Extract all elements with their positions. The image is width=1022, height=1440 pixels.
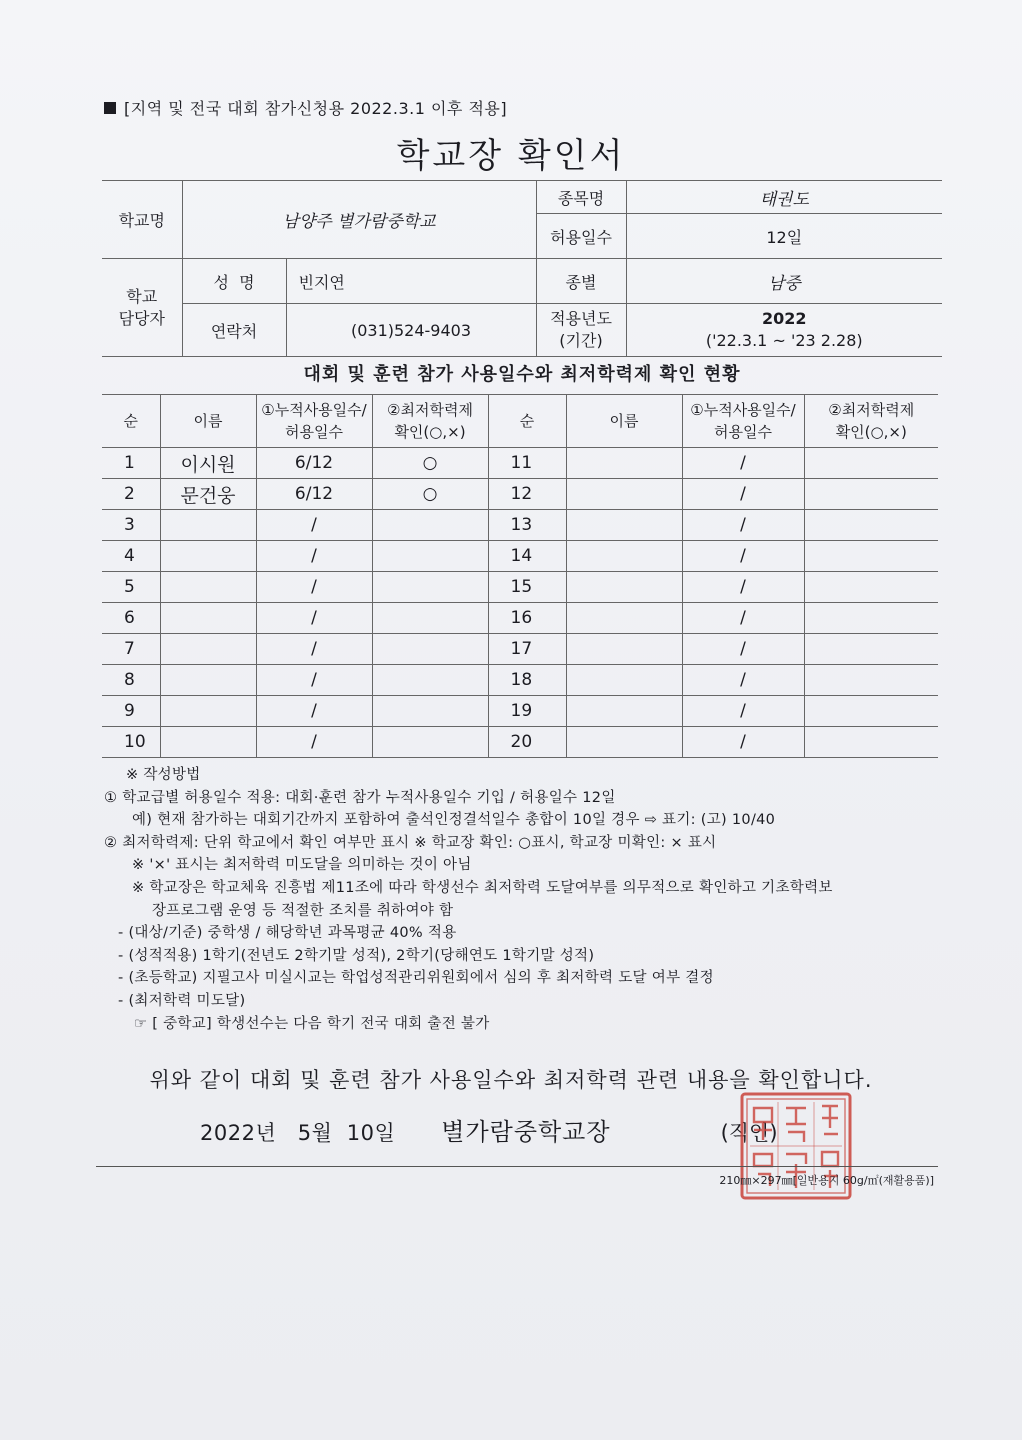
cell-name [160, 510, 256, 541]
allowed-days-label: 허용일수 [536, 214, 626, 259]
cell-check [372, 727, 488, 758]
cell-name [160, 572, 256, 603]
cell-no: 4 [102, 541, 160, 572]
cell-check: ○ [372, 479, 488, 510]
instruction-line: ※ 학교장은 학교체육 진흥법 제11조에 따라 학생선수 최저학력 도달여부를 의무적으로 확인하고 기초학력보 [132, 879, 833, 896]
instruction-line: - (초등학교) 지필고사 미실시교는 학업성적관리위원회에서 심의 후 최저학력 도달 여부 결정 [118, 970, 714, 987]
table-row [102, 541, 938, 572]
header-days-line1: ①누적사용일수/ [690, 401, 796, 419]
instruction-line: ☞ [ 중학교] 학생선수는 다음 학기 전국 대회 출전 불가 [134, 1015, 490, 1032]
paper-spec: 210㎜×297㎜[일반용지 60g/㎡(재활용품)] [719, 1174, 934, 1187]
allowed-days-value: 12일 [626, 214, 942, 259]
cell-no: 11 [488, 448, 566, 479]
cell-days: / [682, 696, 804, 727]
seal-label: (직인) [720, 1121, 778, 1145]
header-note-text: [지역 및 전국 대회 참가신청용 2022.3.1 이후 적용] [124, 99, 508, 118]
header-note [104, 96, 507, 119]
manager-label [102, 259, 182, 357]
bottom-rule [96, 1166, 938, 1167]
table-row [102, 634, 938, 665]
confirmation-statement: 위와 같이 대회 및 훈련 참가 사용일수와 최저학력 관련 내용을 확인합니다. [149, 1068, 873, 1092]
instruction-line: - (대상/기준) 중학생 / 해당학년 과목평균 40% 적용 [118, 925, 457, 942]
header-name-left: 이름 [160, 395, 256, 448]
year-label-line1: 적용년도 [550, 309, 612, 328]
instruction-line: ② 최저학력제: 단위 학교에서 확인 여부만 표시 ※ 학교장 확인: ○표시, 학교장 미확인: × 표시 [104, 834, 717, 851]
cell-name [566, 603, 682, 634]
event-value: 태권도 [626, 181, 942, 214]
table-row [102, 510, 938, 541]
school-value: 남양주 별가람중학교 [182, 181, 536, 259]
cell-name [566, 541, 682, 572]
table-row [102, 665, 938, 696]
header-grade-line1: ②최저학력제 [387, 401, 473, 419]
header-days-left [256, 395, 372, 448]
cell-check [372, 665, 488, 696]
manager-label-line2: 담당자 [118, 308, 165, 328]
cell-name [566, 696, 682, 727]
cell-name [160, 665, 256, 696]
cell-no: 19 [488, 696, 566, 727]
section-title: 대회 및 훈련 참가 사용일수와 최저학력제 확인 현황 [303, 364, 741, 385]
cell-days: 6/12 [256, 479, 372, 510]
cell-no: 16 [488, 603, 566, 634]
cell-check [804, 479, 938, 510]
cell-days: / [256, 572, 372, 603]
cell-name [160, 634, 256, 665]
header-grade-line2: 확인(○,×) [394, 423, 466, 441]
principal-name: 별가람중학교장 [441, 1118, 611, 1146]
cell-no: 17 [488, 634, 566, 665]
year-label [536, 304, 626, 357]
header-no-left: 순 [102, 395, 160, 448]
cell-check [804, 572, 938, 603]
header-no-right: 순 [488, 395, 566, 448]
cell-name [160, 603, 256, 634]
cell-no: 18 [488, 665, 566, 696]
cell-check [804, 696, 938, 727]
cell-no: 12 [488, 479, 566, 510]
cell-no: 9 [102, 696, 160, 727]
cell-days: / [682, 665, 804, 696]
cell-check [804, 727, 938, 758]
cell-days: / [682, 634, 804, 665]
cell-no: 3 [102, 510, 160, 541]
instruction-line: ※ '×' 표시는 최저학력 미도달을 의미하는 것이 아님 [132, 857, 472, 874]
header-days-line2: 허용일수 [714, 423, 772, 441]
cell-days: / [682, 479, 804, 510]
cell-name [566, 479, 682, 510]
cell-name [566, 665, 682, 696]
name-label: 성 명 [182, 259, 286, 304]
contact-label: 연락처 [182, 304, 286, 357]
cell-check [372, 510, 488, 541]
cell-name: 이시원 [160, 448, 256, 479]
cell-no: 13 [488, 510, 566, 541]
cell-check [372, 603, 488, 634]
cell-check [372, 572, 488, 603]
header-days-line2: 허용일수 [285, 423, 343, 441]
cell-days: / [256, 696, 372, 727]
header-grade-line1: ②최저학력제 [828, 401, 915, 419]
year-period: ('22.3.1 ~ '23 2.28) [705, 331, 863, 350]
cell-check [804, 448, 938, 479]
info-table [102, 180, 942, 357]
cell-days: / [682, 448, 804, 479]
instruction-line: ① 학교급별 허용일수 적용: 대회·훈련 참가 누적사용일수 기입 / 허용일수 12일 [104, 789, 616, 806]
cell-no: 6 [102, 603, 160, 634]
table-row [102, 448, 938, 479]
cell-name [566, 448, 682, 479]
table-row [102, 727, 938, 758]
cell-name [160, 727, 256, 758]
table-body [102, 448, 938, 758]
cell-days: / [256, 510, 372, 541]
cell-days: 6/12 [256, 448, 372, 479]
cell-days: / [256, 727, 372, 758]
cell-days: / [256, 541, 372, 572]
cell-name: 문건웅 [160, 479, 256, 510]
cell-check: ○ [372, 448, 488, 479]
category-label: 종별 [536, 259, 626, 304]
header-name-right: 이름 [566, 395, 682, 448]
header-grade-right [804, 395, 938, 448]
instructions-heading: ※ 작성방법 [126, 767, 201, 783]
year-value-cell [626, 304, 942, 357]
school-label: 학교명 [102, 181, 182, 259]
cell-name [566, 634, 682, 665]
name-value: 빈지연 [286, 259, 536, 304]
cell-days: / [682, 510, 804, 541]
cell-no: 14 [488, 541, 566, 572]
cell-days: / [682, 572, 804, 603]
header-grade-left [372, 395, 488, 448]
year-label-line2: (기간) [559, 331, 603, 350]
cell-no: 20 [488, 727, 566, 758]
cell-days: / [682, 541, 804, 572]
page-title: 학교장 확인서 [396, 136, 626, 176]
event-label: 종목명 [536, 181, 626, 214]
cell-name [160, 541, 256, 572]
instruction-line: - (성적적용) 1학기(전년도 2학기말 성적), 2학기(당해연도 1학기말 성적) [118, 947, 595, 964]
manager-label-line1: 학교 [126, 286, 158, 306]
cell-no: 1 [102, 448, 160, 479]
black-square-icon [104, 102, 116, 114]
cell-no: 5 [102, 572, 160, 603]
sign-date: 2022년 5월 10일 [200, 1121, 396, 1145]
table-row [102, 603, 938, 634]
cell-name [160, 696, 256, 727]
cell-check [804, 510, 938, 541]
cell-name [566, 727, 682, 758]
header-days-right [682, 395, 804, 448]
cell-days: / [256, 665, 372, 696]
cell-days: / [256, 603, 372, 634]
header-grade-line2: 확인(○,×) [835, 423, 907, 441]
table-row [102, 696, 938, 727]
table-row [102, 572, 938, 603]
cell-check [372, 634, 488, 665]
instruction-line: - (최저학력 미도달) [118, 992, 246, 1009]
cell-no: 15 [488, 572, 566, 603]
year-value: 2022 [761, 309, 807, 328]
cell-no: 7 [102, 634, 160, 665]
contact-value: (031)524-9403 [286, 304, 536, 357]
cell-days: / [682, 603, 804, 634]
cell-check [804, 541, 938, 572]
instruction-line: 장프로그램 운영 등 적절한 조치를 취하여야 함 [152, 902, 454, 919]
cell-check [804, 603, 938, 634]
cell-check [372, 541, 488, 572]
instruction-line: 예) 현재 참가하는 대회기간까지 포함하여 출석인정결석일수 총합이 10일 경우 ⇨ 표기: (고) 10/40 [132, 812, 776, 829]
cell-no: 10 [102, 727, 160, 758]
header-days-line1: ①누적사용일수/ [261, 401, 367, 419]
cell-name [566, 572, 682, 603]
cell-check [804, 634, 938, 665]
cell-name [566, 510, 682, 541]
participation-table [102, 394, 938, 758]
table-row [102, 479, 938, 510]
cell-days: / [256, 634, 372, 665]
signature-row [200, 1112, 778, 1147]
instructions [104, 764, 944, 1035]
cell-no: 2 [102, 479, 160, 510]
table-header-row [102, 395, 938, 448]
cell-check [804, 665, 938, 696]
cell-days: / [682, 727, 804, 758]
cell-check [372, 696, 488, 727]
cell-no: 8 [102, 665, 160, 696]
category-value: 남중 [626, 259, 942, 304]
